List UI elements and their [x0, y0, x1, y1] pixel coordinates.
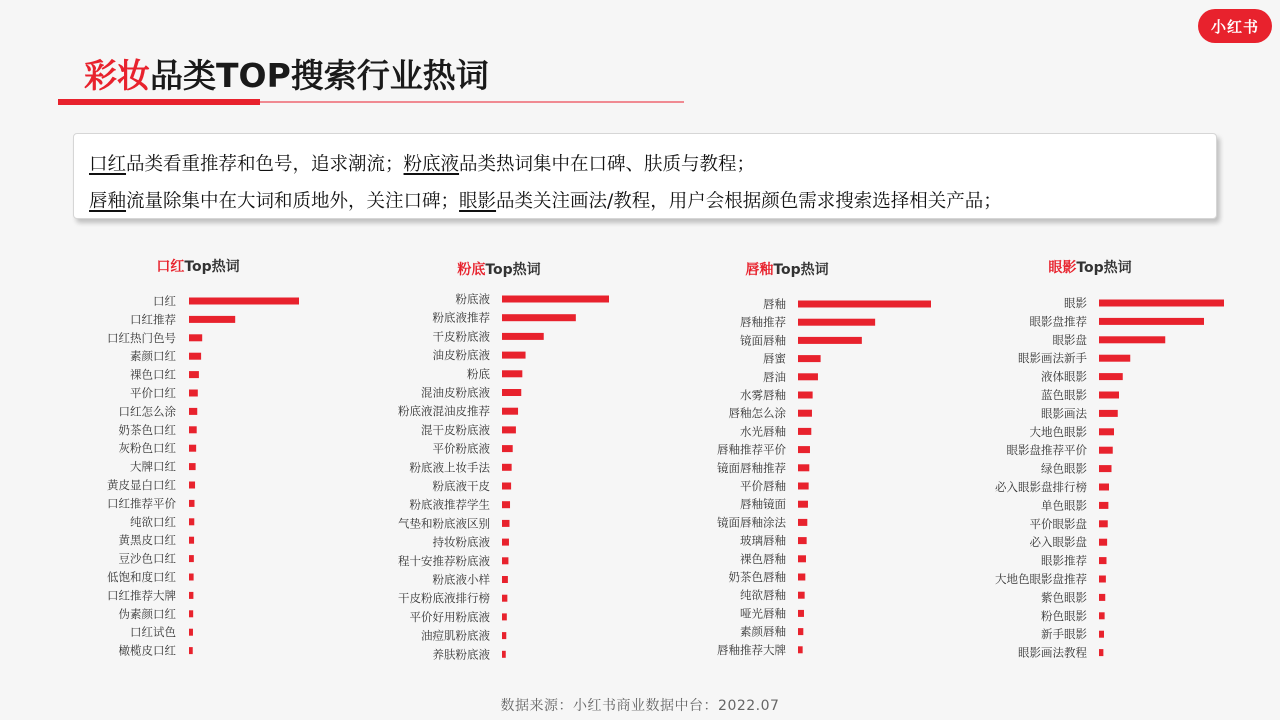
- bar: [502, 408, 518, 415]
- bar: [798, 392, 813, 399]
- category-label: 黄皮显白口红: [107, 478, 176, 492]
- bar: [1099, 336, 1165, 343]
- category-label: 绿色眼影: [1041, 461, 1087, 476]
- bar: [502, 501, 510, 508]
- bar: [189, 610, 193, 617]
- category-label: 大地色眼影盘推荐: [995, 572, 1087, 586]
- category-label: 口红: [153, 294, 176, 308]
- category-label: 粉色眼影: [1041, 608, 1087, 623]
- bar: [798, 592, 805, 599]
- category-label: 平价粉底液: [432, 441, 490, 456]
- bar: [502, 539, 509, 546]
- bar: [189, 408, 197, 415]
- bar: [189, 518, 194, 525]
- bar: [189, 426, 197, 433]
- bar: [189, 445, 196, 452]
- chart-title-suffix: Top热词: [773, 262, 829, 278]
- bar: [189, 298, 299, 305]
- category-label: 油皮粉底液: [432, 348, 490, 363]
- category-label: 液体眼影: [1041, 369, 1087, 384]
- category-label: 混油皮粉底液: [421, 385, 490, 400]
- summary-keyword: 口红: [89, 154, 127, 175]
- category-label: 平价好用粉底液: [409, 609, 490, 624]
- bar: [1099, 520, 1108, 527]
- title-underline-accent: [58, 99, 260, 105]
- bar: [1099, 447, 1113, 454]
- bar: [502, 557, 508, 564]
- bar: [798, 446, 810, 453]
- category-label: 紫色眼影: [1041, 590, 1087, 605]
- bar: [502, 333, 544, 340]
- bar: [502, 595, 507, 602]
- category-label: 黄黑皮口红: [118, 533, 176, 548]
- category-label: 灰粉色口红: [118, 441, 176, 456]
- bar: [189, 574, 194, 581]
- bar: [1099, 355, 1130, 362]
- category-label: 必入眼影盘排行榜: [995, 480, 1087, 494]
- bar: [798, 464, 809, 471]
- category-label: 眼影盘: [1052, 332, 1087, 347]
- category-label: 粉底液推荐学生: [409, 497, 490, 512]
- bar: [1099, 502, 1108, 509]
- chart-title-suffix: Top热词: [184, 259, 240, 275]
- summary-line-1: [89, 150, 755, 176]
- bar: [798, 537, 807, 544]
- category-label: 伪素颜口红: [118, 606, 176, 621]
- bar: [189, 629, 193, 636]
- bar: [798, 628, 803, 635]
- bar: [798, 301, 931, 308]
- summary-line-2: [89, 187, 1002, 213]
- chart-title-keyword: 眼影: [1048, 260, 1077, 276]
- category-label: 程十安推荐粉底液: [398, 553, 490, 568]
- bar: [189, 555, 194, 562]
- category-label: 粉底: [467, 366, 490, 381]
- bar: [502, 296, 609, 303]
- category-label: 素颜唇釉: [740, 624, 786, 639]
- category-label: 纯欲唇釉: [740, 588, 786, 603]
- category-label: 粉底液干皮: [432, 479, 490, 493]
- bar: [502, 576, 508, 583]
- bar: [189, 371, 199, 378]
- summary-keyword: 眼影: [459, 191, 497, 212]
- category-label: 粉底液小样: [432, 572, 490, 587]
- category-label: 唇釉怎么涂: [728, 406, 786, 421]
- chart-title-suffix: Top热词: [1076, 260, 1132, 276]
- bar: [189, 500, 195, 507]
- category-label: 混干皮粉底液: [421, 422, 490, 437]
- chart-title-lip-glaze: [745, 259, 828, 279]
- bar: [798, 319, 875, 326]
- category-label: 素颜口红: [130, 349, 176, 364]
- bar: [798, 337, 862, 344]
- category-label: 唇釉推荐大牌: [717, 642, 786, 657]
- bar: [502, 651, 506, 658]
- bar: [1099, 300, 1224, 307]
- category-label: 镜面唇釉: [740, 333, 786, 348]
- category-label: 裸色口红: [130, 367, 176, 382]
- bar: [798, 483, 809, 490]
- category-label: 眼影推荐: [1041, 553, 1087, 568]
- bar: [798, 373, 818, 380]
- chart-eyeshadow: [970, 293, 1240, 661]
- category-label: 口红推荐平价: [107, 496, 176, 511]
- category-label: 口红试色: [130, 625, 176, 640]
- bar: [189, 592, 193, 599]
- bar: [502, 352, 526, 359]
- bar: [502, 426, 516, 433]
- bar: [189, 353, 201, 360]
- category-label: 奶茶色口红: [118, 422, 176, 437]
- summary-keyword: 唇釉: [89, 191, 127, 212]
- category-label: 眼影: [1064, 296, 1087, 310]
- category-label: 口红热门色号: [107, 330, 176, 345]
- category-label: 眼影盘推荐: [1029, 314, 1087, 329]
- category-label: 干皮粉底液: [432, 329, 490, 344]
- category-label: 橄榄皮口红: [118, 643, 176, 658]
- category-label: 油痘肌粉底液: [421, 628, 490, 643]
- bar: [502, 314, 576, 321]
- category-label: 口红推荐: [130, 312, 176, 327]
- bar: [798, 646, 803, 653]
- category-label: 口红怎么涂: [118, 404, 176, 419]
- category-label: 养肤粉底液: [432, 647, 490, 662]
- category-label: 玻璃唇釉: [740, 533, 786, 548]
- bar: [502, 445, 513, 452]
- summary-text: 品类关注画法/教程，用户会根据颜色需求搜索选择相关产品；: [496, 191, 1002, 212]
- bar: [502, 464, 512, 471]
- category-label: 眼影画法: [1041, 406, 1087, 421]
- bar: [1099, 539, 1107, 546]
- category-label: 口红推荐大牌: [107, 588, 176, 603]
- bar: [798, 519, 807, 526]
- category-label: 单色眼影: [1041, 498, 1087, 513]
- category-label: 平价口红: [130, 386, 176, 400]
- category-label: 眼影盘推荐平价: [1006, 443, 1087, 458]
- category-label: 水雾唇釉: [740, 388, 786, 402]
- category-label: 大地色眼影: [1029, 424, 1087, 439]
- category-label: 粉底液推荐: [432, 310, 490, 325]
- bar: [1099, 612, 1105, 619]
- category-label: 气垫和粉底液区别: [398, 516, 490, 531]
- category-label: 眼影画法教程: [1018, 645, 1087, 660]
- bar: [798, 574, 805, 581]
- bar: [189, 537, 194, 544]
- page-title-rest: 品类TOP搜索行业热词: [150, 56, 489, 95]
- bar: [502, 483, 511, 490]
- bar: [502, 389, 521, 396]
- bar: [798, 555, 806, 562]
- category-label: 平价唇釉: [740, 479, 786, 493]
- bar: [798, 355, 821, 362]
- bar: [1099, 428, 1114, 435]
- category-label: 粉底液: [455, 292, 490, 306]
- page-title-highlight: 彩妆: [84, 56, 150, 95]
- category-label: 奶茶色唇釉: [728, 570, 786, 584]
- bar: [798, 501, 808, 508]
- category-label: 大牌口红: [130, 459, 176, 474]
- category-label: 唇釉镜面: [740, 497, 786, 512]
- data-source: 数据来源：小红书商业数据中台：2022.07: [500, 698, 780, 714]
- category-label: 唇釉: [763, 297, 786, 311]
- category-label: 低饱和度口红: [107, 570, 176, 584]
- category-label: 干皮粉底液排行榜: [398, 591, 490, 606]
- category-label: 唇釉推荐平价: [717, 442, 786, 457]
- bar: [189, 463, 196, 470]
- category-label: 裸色唇釉: [740, 551, 786, 566]
- bar: [1099, 484, 1109, 491]
- category-label: 哑光唇釉: [740, 606, 786, 621]
- category-label: 持妆粉底液: [432, 535, 490, 550]
- category-label: 豆沙色口红: [118, 551, 176, 566]
- summary-box: [73, 133, 1217, 219]
- summary-keyword: 粉底液: [403, 154, 460, 175]
- bar: [1099, 465, 1112, 472]
- chart-title-eyeshadow: [1048, 257, 1131, 277]
- bar: [502, 613, 507, 620]
- bar: [1099, 410, 1118, 417]
- category-label: 粉底液上妆手法: [409, 460, 490, 475]
- category-label: 蓝色眼影: [1041, 388, 1087, 402]
- bar: [798, 610, 804, 617]
- summary-text: 品类看重推荐和色号，追求潮流；: [126, 154, 404, 175]
- category-label: 新手眼影: [1041, 627, 1087, 642]
- bar: [1099, 373, 1123, 380]
- bar: [189, 316, 235, 323]
- bar: [189, 647, 193, 654]
- summary-text: 流量除集中在大词和质地外，关注口碑；: [126, 191, 460, 212]
- bar: [502, 520, 509, 527]
- bar: [1099, 318, 1204, 325]
- chart-title-keyword: 粉底: [457, 262, 486, 278]
- bar: [798, 428, 811, 435]
- category-label: 纯欲口红: [130, 514, 176, 529]
- page-title: [84, 50, 489, 97]
- chart-lipstick: [60, 291, 320, 661]
- bar: [798, 410, 812, 417]
- category-label: 眼影画法新手: [1018, 351, 1087, 366]
- bar: [189, 482, 195, 489]
- category-label: 必入眼影盘: [1029, 535, 1087, 550]
- bar: [1099, 649, 1103, 656]
- bar: [1099, 576, 1106, 583]
- bar: [502, 370, 522, 377]
- category-label: 平价眼影盘: [1029, 516, 1087, 531]
- category-label: 粉底液混油皮推荐: [398, 404, 490, 419]
- category-label: 镜面唇釉推荐: [717, 460, 786, 475]
- bar: [1099, 392, 1119, 399]
- summary-text: 品类热词集中在口碑、肤质与教程；: [459, 154, 756, 175]
- bar: [1099, 631, 1104, 638]
- category-label: 水光唇釉: [740, 424, 786, 439]
- chart-title-keyword: 口红: [156, 259, 185, 275]
- bar: [189, 334, 202, 341]
- category-label: 镜面唇釉涂法: [717, 515, 786, 530]
- chart-title-foundation: [457, 259, 540, 279]
- chart-title-suffix: Top热词: [485, 262, 541, 278]
- bar: [1099, 557, 1107, 564]
- chart-foundation: [360, 289, 630, 663]
- bar: [502, 632, 506, 639]
- category-label: 唇釉推荐: [740, 315, 786, 330]
- xiaohongshu-logo: 小红书: [1198, 9, 1272, 43]
- category-label: 唇蜜: [763, 351, 786, 366]
- chart-lip-glaze: [680, 294, 950, 660]
- bar: [1099, 594, 1105, 601]
- chart-title-keyword: 唇釉: [745, 262, 774, 278]
- bar: [189, 390, 198, 397]
- chart-title-lipstick: [156, 256, 239, 276]
- category-label: 唇油: [763, 369, 786, 384]
